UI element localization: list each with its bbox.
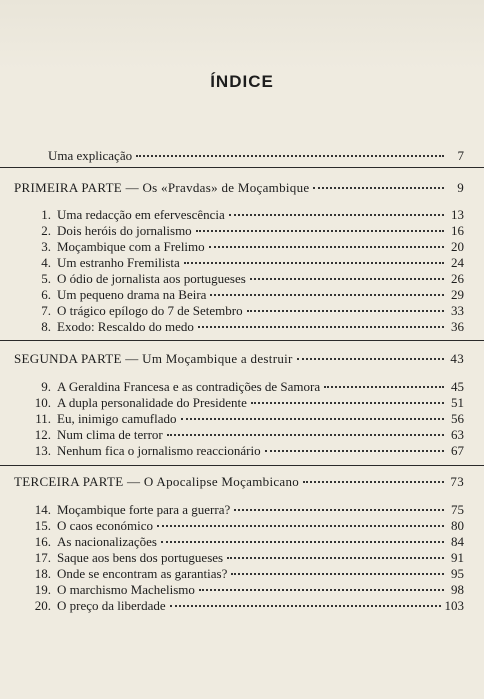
chapter-title: Nenhum fica o jornalismo reaccionário (57, 443, 261, 458)
part-page: 43 (450, 351, 464, 366)
leader-dots (247, 310, 444, 312)
toc-entry (34, 550, 464, 566)
chapter-title: Saque aos bens dos portugueses (57, 550, 224, 565)
chapter-title: As nacionalizações (57, 534, 157, 549)
chapter-title: Dois heróis do jornalismo (57, 223, 192, 238)
toc-entry (34, 379, 464, 395)
chapter-number: 11. (35, 411, 51, 426)
divider (0, 465, 484, 466)
chapter-title: Num clima de terror (57, 427, 163, 442)
chapter-number: 12. (34, 427, 51, 442)
chapter-page: 20 (451, 239, 464, 254)
chapter-page: 16 (451, 223, 464, 238)
leader-dots (157, 525, 444, 527)
leader-dots (136, 155, 444, 157)
chapter-page: 80 (451, 518, 464, 533)
chapter-number: 6. (41, 287, 51, 302)
toc-entry (34, 518, 464, 534)
chapter-page: 75 (451, 502, 464, 517)
leader-dots (184, 262, 444, 264)
chapter-number: 20. (34, 598, 51, 613)
toc-title: ÍNDICE (210, 72, 274, 91)
chapter-title: O caos económico (57, 518, 154, 533)
toc-entry (34, 287, 464, 303)
chapter-number: 2. (41, 223, 51, 238)
chapter-number: 1. (41, 207, 51, 222)
part-title: SEGUNDA PARTE — Um Moçambique a destruir (14, 351, 293, 366)
part-heading (14, 351, 464, 367)
divider (0, 167, 484, 168)
chapter-page: 95 (451, 566, 464, 581)
leader-dots (229, 214, 444, 216)
chapter-number: 10. (34, 395, 51, 410)
toc-entry (34, 427, 464, 443)
leader-dots (227, 557, 444, 559)
leader-dots (251, 402, 444, 404)
leader-dots (170, 605, 441, 607)
toc-entry (34, 411, 464, 427)
toc-entry-intro (48, 148, 464, 164)
chapter-page: 103 (444, 598, 464, 613)
leader-dots (161, 541, 444, 543)
leader-dots (297, 358, 444, 360)
toc-entry (34, 582, 464, 598)
chapter-page: 67 (451, 443, 464, 458)
chapter-title: Moçambique forte para a guerra? (57, 502, 231, 517)
toc-entry (34, 255, 464, 271)
leader-dots (167, 434, 444, 436)
leader-dots (181, 418, 444, 420)
leader-dots (265, 450, 444, 452)
leader-dots (199, 589, 444, 591)
entry-page: 7 (457, 148, 464, 163)
chapter-title: O marchismo Machelismo (57, 582, 195, 597)
leader-dots (303, 481, 444, 483)
chapter-page: 36 (451, 319, 464, 334)
chapter-page: 56 (451, 411, 464, 426)
chapter-page: 91 (451, 550, 464, 565)
chapter-number: 7. (41, 303, 51, 318)
entry-title: Uma explicação (48, 148, 133, 163)
part-page: 73 (450, 474, 464, 489)
part-heading (14, 474, 464, 490)
part-page: 9 (457, 180, 464, 195)
toc-entry (34, 395, 464, 411)
toc-entry (34, 566, 464, 582)
chapter-page: 26 (451, 271, 464, 286)
divider (0, 340, 484, 341)
chapter-page: 51 (451, 395, 464, 410)
chapter-title: O ódio de jornalista aos portugueses (57, 271, 246, 286)
toc-entry (34, 223, 464, 239)
leader-dots (313, 187, 444, 189)
chapter-title: Um pequeno drama na Beira (57, 287, 207, 302)
toc-entry (34, 207, 464, 223)
chapter-page: 98 (451, 582, 464, 597)
toc-entry (34, 502, 464, 518)
chapter-page: 13 (451, 207, 464, 222)
toc-entry (34, 534, 464, 550)
leader-dots (324, 386, 444, 388)
toc-entry (34, 319, 464, 335)
chapter-number: 8. (41, 319, 51, 334)
toc-entry (34, 303, 464, 319)
chapter-number: 13. (34, 443, 51, 458)
toc-entry (34, 443, 464, 459)
chapter-number: 19. (34, 582, 51, 597)
chapter-title: Exodo: Rescaldo do medo (57, 319, 194, 334)
chapter-number: 18. (34, 566, 51, 581)
chapter-title: Moçambique com a Frelimo (57, 239, 205, 254)
leader-dots (198, 326, 444, 328)
chapter-page: 45 (451, 379, 464, 394)
chapter-number: 14. (34, 502, 51, 517)
leader-dots (209, 246, 444, 248)
part-title: TERCEIRA PARTE — O Apocalipse Moçambicano (14, 474, 300, 489)
chapter-number: 15. (34, 518, 51, 533)
chapter-number: 17. (34, 550, 51, 565)
chapter-title: Um estranho Fremilista (57, 255, 180, 270)
chapter-title: Onde se encontram as garantias? (57, 566, 228, 581)
chapter-title: A dupla personalidade do Presidente (57, 395, 247, 410)
chapter-number: 9. (41, 379, 51, 394)
chapter-title: Eu, inimigo camuflado (57, 411, 177, 426)
leader-dots (196, 230, 444, 232)
bleed-through-text-area (0, 0, 484, 70)
chapter-page: 29 (451, 287, 464, 302)
chapter-title: Uma redacção em efervescência (57, 207, 225, 222)
chapter-number: 5. (41, 271, 51, 286)
chapter-page: 24 (451, 255, 464, 270)
chapter-page: 63 (451, 427, 464, 442)
chapter-page: 33 (451, 303, 464, 318)
chapter-title: O preço da liberdade (57, 598, 166, 613)
chapter-number: 4. (41, 255, 51, 270)
chapter-number: 16. (34, 534, 51, 549)
chapter-page: 84 (451, 534, 464, 549)
leader-dots (234, 509, 444, 511)
toc-entry (34, 239, 464, 255)
toc-entry (34, 271, 464, 287)
chapter-title: O trágico epílogo do 7 de Setembro (57, 303, 243, 318)
part-heading (14, 180, 464, 196)
leader-dots (210, 294, 444, 296)
leader-dots (250, 278, 444, 280)
toc-entry (34, 598, 464, 614)
part-title: PRIMEIRA PARTE — Os «Pravdas» de Moçambique (14, 180, 310, 195)
chapter-number: 3. (41, 239, 51, 254)
chapter-title: A Geraldina Francesa e as contradições de Samora (57, 379, 321, 394)
leader-dots (231, 573, 444, 575)
